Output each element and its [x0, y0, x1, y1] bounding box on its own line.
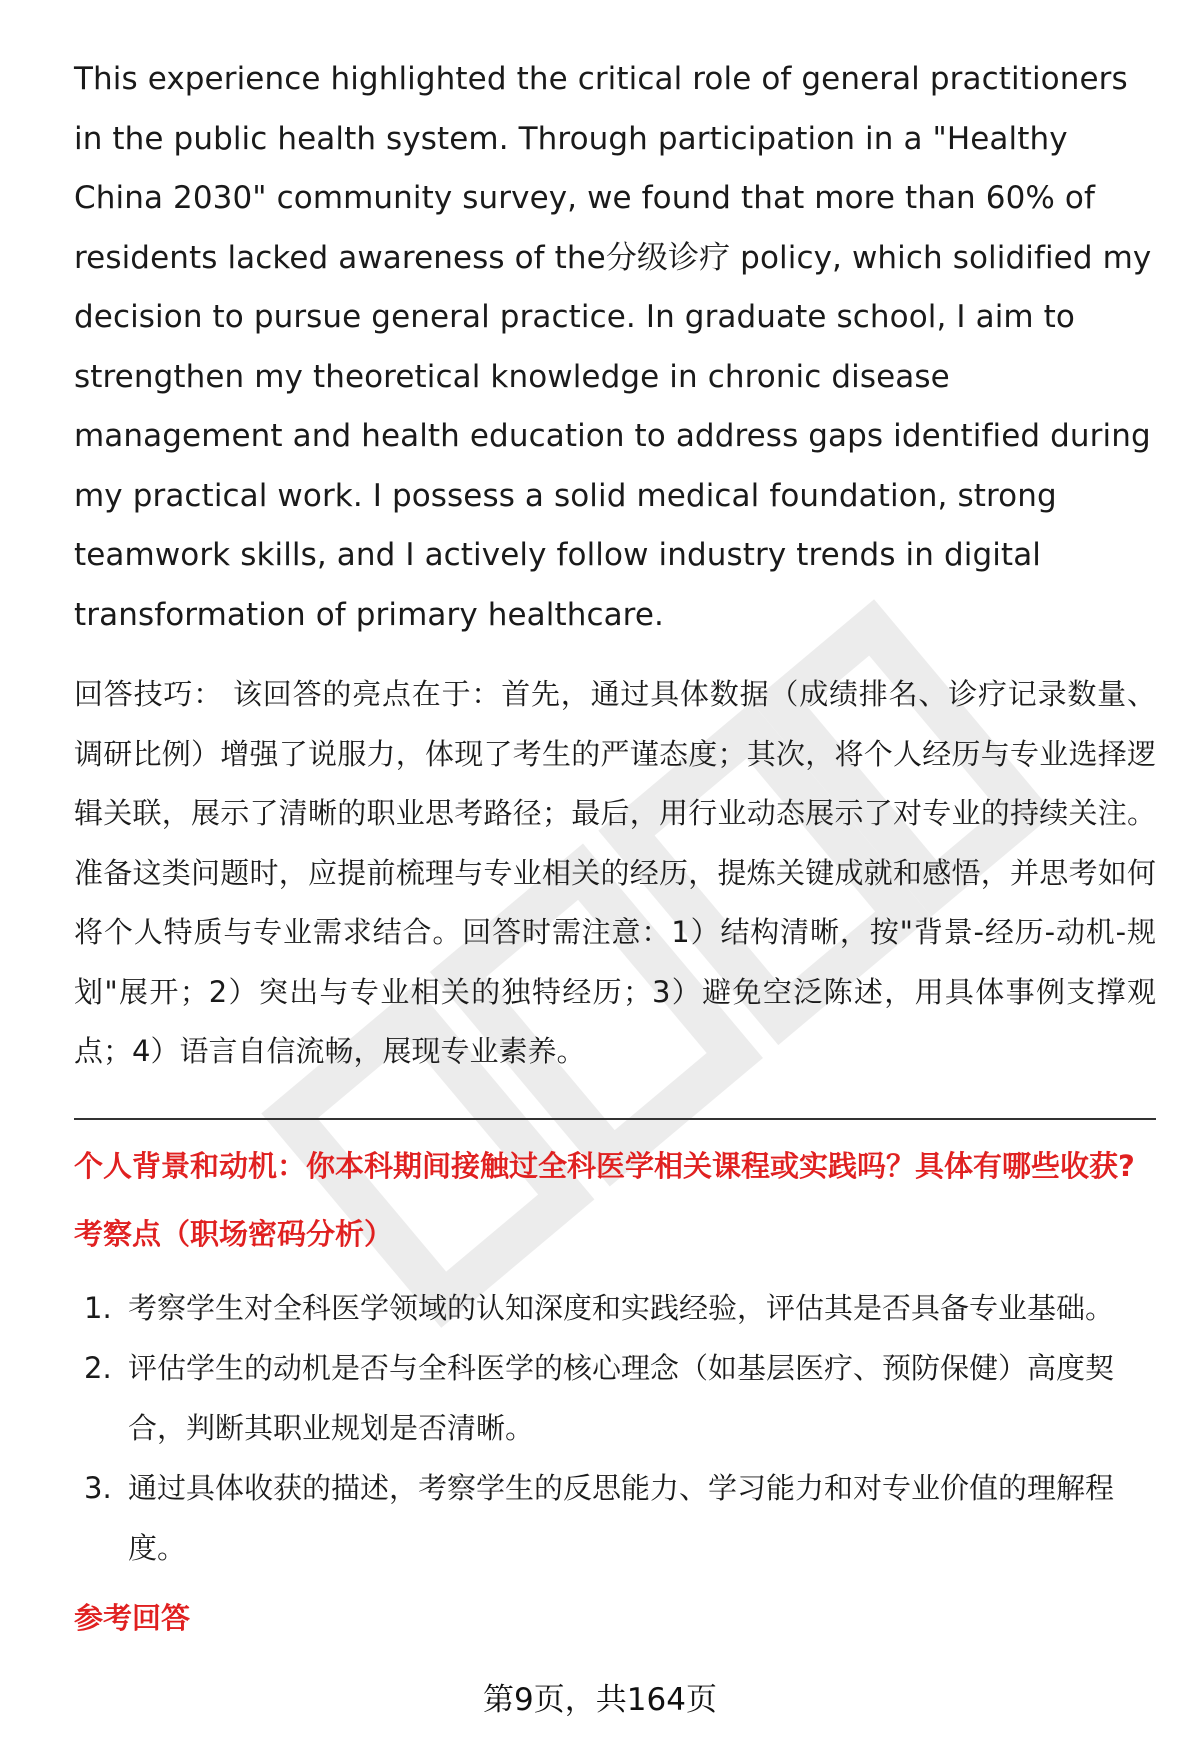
document-page	[74, 50, 1156, 1638]
focus-points-list	[74, 1278, 1156, 1578]
intro-paragraph: This experience highlighted the critical role of general practitioners in the public health system. Through participation in a "Healthy China 2030" community survey, we found that more than 60% of residents lacked awareness of the分级诊疗 policy, which solidified my decision to pursue general practice. In graduate school, I aim to strengthen my theoretical knowledge in chronic disease management and health education to address gaps identified during my practical work. I possess a solid medical foundation, strong teamwork skills, and I actively follow industry trends in digital transformation of primary healthcare.	[74, 61, 1152, 633]
list-item-text: 考察学生对全科医学领域的认知深度和实践经验，评估其是否具备专业基础。	[128, 1290, 1115, 1325]
list-item-number: 2.	[84, 1350, 112, 1385]
page-number: 第9页，共164页	[483, 1682, 717, 1718]
list-item-number: 1.	[84, 1290, 112, 1325]
list-item	[74, 1278, 1156, 1338]
section-divider	[74, 1118, 1156, 1120]
list-item-text: 评估学生的动机是否与全科医学的核心理念（如基层医疗、预防保健）高度契合，判断其职业规划是否清晰。	[128, 1350, 1115, 1445]
answer-tip-paragraph: 回答技巧： 该回答的亮点在于：首先，通过具体数据（成绩排名、诊疗记录数量、调研比例）增强了说服力，体现了考生的严谨态度；其次，将个人经历与专业选择逻辑关联，展示了清晰的职业思考路径；最后，用行业动态展示了对专业的持续关注。准备这类问题时，应提前梳理与专业相关的经历，提炼关键成就和感悟，并思考如何将个人特质与专业需求结合。回答时需注意：1）结构清晰，按"背景-经历-动机-规划"展开；2）突出与专业相关的独特经历；3）避免空泛陈述，用具体事例支撑观点；4）语言自信流畅，展现专业素养。	[74, 677, 1156, 1068]
focus-heading: 考察点（职场密码分析）	[74, 1216, 394, 1251]
list-item	[74, 1458, 1156, 1578]
list-item-text: 通过具体收获的描述，考察学生的反思能力、学习能力和对专业价值的理解程度。	[128, 1470, 1115, 1565]
question-title: 个人背景和动机：你本科期间接触过全科医学相关课程或实践吗？具体有哪些收获?	[74, 1148, 1135, 1183]
list-item	[74, 1338, 1156, 1458]
list-item-number: 3.	[84, 1470, 112, 1505]
reference-answer-heading: 参考回答	[74, 1600, 191, 1635]
